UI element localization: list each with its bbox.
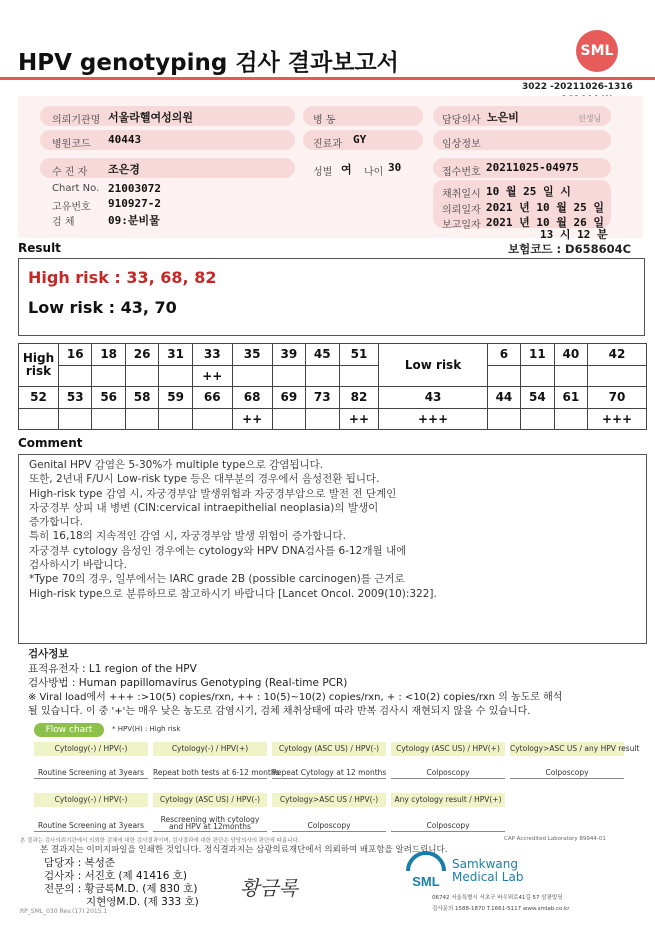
staff-specialist: 전문의 : 황금록M.D. (제 830 호) [44,883,198,895]
mark-cell [59,408,92,430]
signature: 황금록 [240,876,298,900]
type-cell: 43 [379,387,487,409]
hospital-code-value: 40443 [108,133,142,146]
mark-cell: +++ [379,408,487,430]
type-cell: 39 [272,344,305,366]
comment-line: Genital HPV 감염은 5-30%가 multiple type으로 감염됩니다. [29,459,324,471]
comment-line: 검사하시기 바랍니다. [29,559,127,572]
lab-phone: 검사문의 1588-1870 T.1661-5117 www.smlab.co.kr [432,906,570,912]
flow-box: Cytology (ASC US) / HPV(+) [391,742,505,756]
reception-label: 접수번호 [442,167,481,178]
dept-label: 진료과 [313,139,342,150]
mark-cell [306,408,339,430]
institution-label: 의뢰기관명 [52,115,101,126]
sex-label: 성별 [313,167,333,178]
test-info-heading: 검사정보 [28,648,69,660]
flow-action: Routine Screening at 3years [34,821,148,832]
collect-label: 채취일시 [442,189,481,200]
result-heading: Result [18,241,61,255]
doc-number: 3022 -20211026-1316 [522,82,633,92]
viral-load-note: ※ Viral load에서 +++ :>10(5) copies/rxn, ++ : 10(5)~10(2) copies/rxn, + : <10(2) copies/rxn 의 농도로 해석 [28,691,563,703]
lab-name [452,858,523,884]
flow-action: Colposcopy [510,768,624,779]
clinical-info-label: 임상정보 [442,139,481,150]
high-risk-summary: High risk : 33, 68, 82 [28,268,217,287]
comment-line: High-risk type으로 분류하므로 참고하시기 바랍니다 [Lancet Oncol. 2009(10):322]. [29,587,437,600]
doctor-label: 담당의사 [442,115,481,126]
mark-cell [92,408,125,430]
flow-box: Cytology>ASC US / any HPV result [510,742,624,756]
type-cell: 58 [125,387,158,409]
genotype-table [18,343,647,430]
mark-cell [521,365,554,387]
footer-notice: 본 결과지는 이미지파일을 인쇄한 것입니다. 정식결과지는 삼광의료재단에서 의뢰하여 배포함을 알려드립니다. [40,845,448,855]
type-cell: 11 [521,344,554,366]
flow-action: Routine Screening at 3years [34,768,148,779]
type-cell: 59 [159,387,192,409]
comment-line: 증가합니다. [29,516,84,529]
request-value: 2021 년 10 월 25 일 [486,201,604,214]
type-cell: 51 [339,344,379,366]
mark-cell [272,365,305,387]
mark-cell [92,365,125,387]
mark-cell: ++ [339,408,379,430]
comment-line: 자궁경부 cytology 음성인 경우에는 cytology와 HPV DNA검사를 6-12개월 내에 [29,544,407,557]
mark-cell: +++ [588,408,647,430]
flow-box: Cytology (ASC US) / HPV(-) [272,742,386,756]
mark-cell [19,408,59,430]
hospital-code-label: 병원코드 [52,139,91,150]
unique-no-label: 고유번호 [52,202,91,213]
dept-value: GY [353,133,367,146]
flow-legend: * HPV(H) : High risk [112,725,181,733]
mark-cell [339,365,379,387]
footer-fine-print: 본 결과는 검사의뢰기관에서 의뢰한 검체에 대한 검사결과이며, 검사결과에 대한 판단은 담당의사의 판단에 따릅니다. [20,838,300,844]
type-cell: 31 [159,344,192,366]
age-value: 30 [388,161,402,174]
svg-text:SML: SML [412,874,440,889]
type-cell: 16 [59,344,92,366]
type-cell: 35 [232,344,272,366]
sml-logo: SML [576,30,618,72]
type-cell: 54 [521,387,554,409]
flow-action: Repeat both tests at 6-12 months [153,768,280,777]
staff-manager: 담당자 : 복성준 [44,857,116,869]
comment-line: 자궁경부 상피 내 병변 (CIN:cervical intraepithelial neoplasia)의 발생이 [29,501,379,514]
report-title: HPV genotyping 검사 결과보고서 [18,50,399,76]
low-risk-header: Low risk [379,344,487,387]
flow-action: Colposcopy [391,768,505,779]
mark-cell: ++ [192,365,232,387]
target-gene: 표적유전자 : L1 region of the HPV [28,662,197,675]
staff-examiner: 검사자 : 서진호 (제 41416 호) [44,870,187,882]
flow-box: Cytology(-) / HPV(-) [34,793,148,807]
institution-value: 서울라헬여성의원 [108,111,194,124]
comment-line: High-risk type 감염 시, 자궁경부암 발생위험과 자궁경부암으로 발전 전 단계인 [29,487,397,500]
type-cell: 70 [588,387,647,409]
flow-box: Cytology(-) / HPV(-) [34,742,148,756]
mark-cell [272,408,305,430]
flow-action: Colposcopy [272,821,386,832]
lab-address: 06742 서울특별시 서초구 바우뫼로41길 57 삼광빌딩 [432,895,563,901]
doctor-value: 노은비 [487,111,519,124]
unique-no-value: 910927-2 [108,197,161,210]
mark-cell [554,408,587,430]
flow-chart-tag: Flow chart [34,723,104,737]
type-cell: 61 [554,387,587,409]
mark-cell [588,365,647,387]
flow-action: Rescreening with cytology and HPV at 12months [153,816,267,832]
mark-cell [487,365,520,387]
insurance-code: 보험코드 : D658604C [508,242,632,256]
type-cell: 26 [125,344,158,366]
type-cell: 44 [487,387,520,409]
flow-action: Colposcopy [391,821,505,832]
report-time: 13 시 12 분 [540,228,608,241]
test-method: 검사방법 : Human papillomavirus Genotyping (Real-time PCR) [28,677,348,689]
sml-footer-logo-icon [404,853,448,891]
mark-cell: ++ [232,408,272,430]
mark-cell [521,408,554,430]
type-cell: 6 [487,344,520,366]
test-info [28,647,562,720]
lab-name-line-2: Medical Lab [452,870,524,884]
mark-cell [487,408,520,430]
type-cell: 69 [272,387,305,409]
flow-box: Cytology>ASC US / HPV(-) [272,793,386,807]
low-risk-summary: Low risk : 43, 70 [28,298,177,317]
reception-value: 20211025-04975 [486,161,579,174]
doctor-suffix: 선생님 [578,114,602,123]
type-cell: 42 [588,344,647,366]
examinee-label: 수 진 자 [52,167,88,178]
chart-no-label: Chart No. [52,183,100,194]
comment-box [18,454,647,644]
mark-cell [192,408,232,430]
viral-load-note-2: 될 있습니다. 이 중 '+'는 매우 낮은 농도로 감염시기, 검체 채취상태에 따라 반복 검사시 재현되지 않을 수 있습니다. [28,706,531,717]
staff-block [44,857,199,909]
cap-accreditation: CAP Accredited Laboratory 89944-01 [504,836,606,842]
flow-box: Cytology (ASC US) / HPV(-) [153,793,267,807]
report-label: 보고일자 [442,220,481,231]
type-cell: 33 [192,344,232,366]
type-cell: 82 [339,387,379,409]
type-cell: 40 [554,344,587,366]
flow-action: Repeat Cytology at 12 months [272,768,387,777]
mark-cell [554,365,587,387]
sex-value: 여 [341,163,352,176]
type-cell: 18 [92,344,125,366]
comment-line: 특히 16,18의 지속적인 감염 시, 자궁경부암 발생 위험이 증가합니다. [29,530,347,543]
high-risk-header: High risk [19,344,59,387]
type-cell: 52 [19,387,59,409]
mark-cell [306,365,339,387]
mark-cell [59,365,92,387]
type-cell: 45 [306,344,339,366]
type-cell: 56 [92,387,125,409]
mark-cell [159,408,192,430]
type-cell: 53 [59,387,92,409]
type-cell: 73 [306,387,339,409]
report-value: 2021 년 10 월 26 일 [486,216,604,229]
specimen-value: 09:분비물 [108,214,160,227]
type-cell: 68 [232,387,272,409]
staff-specialist-2: 지현영M.D. (제 333 호) [86,896,199,908]
mark-cell [125,408,158,430]
collect-value: 10 월 25 일 시 [486,185,571,198]
type-cell: 66 [192,387,232,409]
chart-no-value: 21003072 [108,182,161,195]
form-number: RP_SML_030 Rev.(17) 2015.1 [20,908,108,915]
age-label: 나이 [364,167,384,178]
request-label: 의뢰일자 [442,205,481,216]
mark-cell [125,365,158,387]
comment-line: *Type 70의 경우, 일부에서는 IARC grade 2B (possible carcinogen)를 근거로 [29,573,405,586]
lab-name-line-1: Samkwang [452,857,518,871]
comment-line: 또한, 2년내 F/U시 Low-risk type 등은 대부분의 경우에서 음성전환 됩니다. [29,473,380,486]
ward-label: 병 동 [313,115,336,126]
specimen-label: 검 체 [52,217,75,228]
flow-box: Any cytology result / HPV(+) [391,793,505,807]
examinee-value: 조은경 [108,163,140,176]
mark-cell [159,365,192,387]
flow-box: Cytology(-) / HPV(+) [153,742,267,756]
comment-heading: Comment [18,436,83,450]
mark-cell [232,365,272,387]
